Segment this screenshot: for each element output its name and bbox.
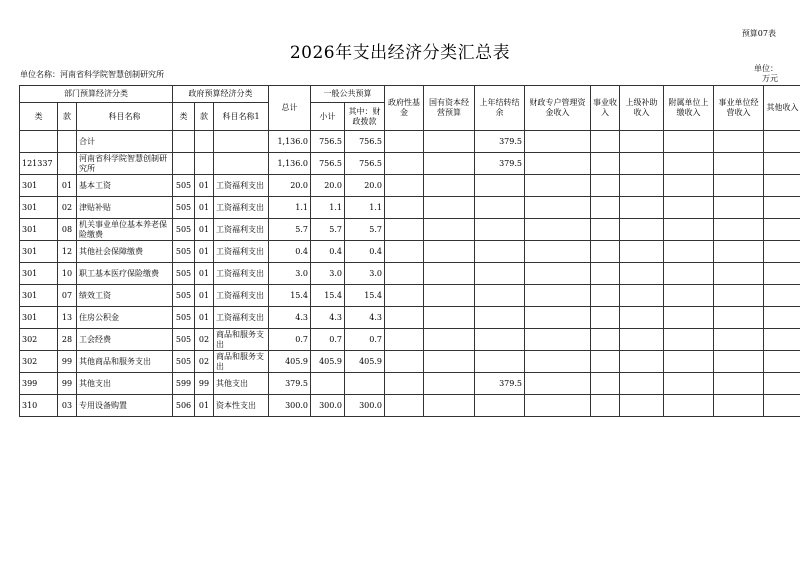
- dept-lei-cell: 302: [20, 351, 58, 373]
- gov-lei-cell: 505: [173, 241, 195, 263]
- dept-kuan-cell: 10: [58, 263, 77, 285]
- superior-subsidy-cell: [620, 219, 664, 241]
- state-capital-cell: [424, 285, 475, 307]
- business-income-cell: [591, 329, 620, 351]
- carryover-cell: 379.5: [475, 153, 525, 175]
- gov-kuan-cell: 01: [195, 395, 214, 417]
- special-fund-cell: [525, 373, 591, 395]
- gov-kuan-cell: 01: [195, 197, 214, 219]
- dept-name-cell: 基本工资: [77, 175, 173, 197]
- business-income-cell: [591, 307, 620, 329]
- gov-lei-cell: 599: [173, 373, 195, 395]
- gov-kuan-cell: 01: [195, 219, 214, 241]
- affiliated-income-cell: [664, 307, 714, 329]
- dept-lei-cell: 301: [20, 285, 58, 307]
- dept-lei-cell: 301: [20, 219, 58, 241]
- unit-value: 万元: [762, 74, 778, 83]
- superior-subsidy-cell: [620, 307, 664, 329]
- dept-kuan-cell: 08: [58, 219, 77, 241]
- total-cell: 379.5: [269, 373, 311, 395]
- table-row: [20, 153, 800, 175]
- dept-name-cell: 其他商品和服务支出: [77, 351, 173, 373]
- state-capital-cell: [424, 329, 475, 351]
- total-cell: 15.4: [269, 285, 311, 307]
- special-fund-cell: [525, 219, 591, 241]
- general-group-header: 一般公共预算: [311, 86, 385, 103]
- gov-kuan-cell: 01: [195, 241, 214, 263]
- superior-subsidy-cell: [620, 351, 664, 373]
- carryover-cell: [475, 219, 525, 241]
- business-income-cell: [591, 373, 620, 395]
- dept-kuan-cell: 12: [58, 241, 77, 263]
- total-cell: 4.3: [269, 307, 311, 329]
- dept-lei-cell: 301: [20, 263, 58, 285]
- affiliated-income-cell: [664, 197, 714, 219]
- superior-subsidy-cell: [620, 373, 664, 395]
- gov-lei-cell: 505: [173, 175, 195, 197]
- dept-kuan-cell: [58, 131, 77, 153]
- subtotal-cell: [311, 373, 345, 395]
- fiscal-alloc-cell: 756.5: [345, 131, 385, 153]
- state-capital-cell: [424, 153, 475, 175]
- dept-kuan-cell: 99: [58, 373, 77, 395]
- dept-lei-cell: 302: [20, 329, 58, 351]
- gov-fund-cell: [385, 175, 424, 197]
- affiliated-income-cell: [664, 373, 714, 395]
- dept-lei-cell: 301: [20, 307, 58, 329]
- affiliated-income-cell: [664, 241, 714, 263]
- unit-name: 单位名称：河南省科学院智慧创制研究所: [20, 70, 164, 79]
- operating-income-cell: [714, 131, 764, 153]
- dept-name-cell: 津贴补贴: [77, 197, 173, 219]
- table-row: [20, 219, 800, 241]
- dept-kuan-cell: 07: [58, 285, 77, 307]
- operating-income-cell: [714, 197, 764, 219]
- gov-fund-cell: [385, 351, 424, 373]
- subtotal-header: 小计: [311, 103, 345, 131]
- other-income-cell: [764, 263, 800, 285]
- affiliated-income-cell: [664, 153, 714, 175]
- other-income-cell: [764, 241, 800, 263]
- total-cell: 20.0: [269, 175, 311, 197]
- total-cell: 300.0: [269, 395, 311, 417]
- table-row: [20, 373, 800, 395]
- dept-name-cell: 住房公积金: [77, 307, 173, 329]
- fiscal-alloc-cell: 5.7: [345, 219, 385, 241]
- carryover-cell: [475, 175, 525, 197]
- superior-subsidy-cell: [620, 285, 664, 307]
- business-income-cell: [591, 219, 620, 241]
- fiscal-alloc-header: 其中：财政拨款: [345, 103, 385, 131]
- affiliated-income-cell: [664, 351, 714, 373]
- business-income-cell: [591, 241, 620, 263]
- total-cell: 5.7: [269, 219, 311, 241]
- form-code: 预算07表: [741, 29, 776, 38]
- operating-income-cell: [714, 219, 764, 241]
- gov-kuan-cell: [195, 131, 214, 153]
- gov-lei-cell: 506: [173, 395, 195, 417]
- operating-income-cell: [714, 153, 764, 175]
- superior-subsidy-header: 上级补助收入: [620, 86, 664, 131]
- dept-kuan-cell: [58, 153, 77, 175]
- total-cell: 3.0: [269, 263, 311, 285]
- special-fund-cell: [525, 307, 591, 329]
- operating-income-header: 事业单位经营收入: [714, 86, 764, 131]
- subtotal-cell: 0.4: [311, 241, 345, 263]
- dept-lei-cell: 301: [20, 197, 58, 219]
- other-income-cell: [764, 219, 800, 241]
- fiscal-alloc-cell: 405.9: [345, 351, 385, 373]
- gov-name-cell: 商品和服务支出: [214, 329, 269, 351]
- other-income-header: 其他收入: [764, 86, 800, 131]
- subtotal-cell: 15.4: [311, 285, 345, 307]
- subtotal-cell: 4.3: [311, 307, 345, 329]
- table-row: [20, 175, 800, 197]
- total-cell: 0.4: [269, 241, 311, 263]
- total-cell: 1,136.0: [269, 153, 311, 175]
- dept-name-cell: 机关事业单位基本养老保险缴费: [77, 219, 173, 241]
- special-fund-cell: [525, 153, 591, 175]
- carryover-cell: [475, 285, 525, 307]
- operating-income-cell: [714, 373, 764, 395]
- gov-kuan-cell: 99: [195, 373, 214, 395]
- dept-name-cell: 职工基本医疗保险缴费: [77, 263, 173, 285]
- dept-kuan-cell: 13: [58, 307, 77, 329]
- affiliated-income-cell: [664, 263, 714, 285]
- other-income-cell: [764, 373, 800, 395]
- other-income-cell: [764, 395, 800, 417]
- gov-lei-header: 类: [173, 103, 195, 131]
- superior-subsidy-cell: [620, 175, 664, 197]
- dept-name-cell: 专用设备购置: [77, 395, 173, 417]
- total-cell: 405.9: [269, 351, 311, 373]
- gov-name-cell: [214, 153, 269, 175]
- superior-subsidy-cell: [620, 329, 664, 351]
- gov-kuan-cell: [195, 153, 214, 175]
- dept-lei-header: 类: [20, 103, 58, 131]
- operating-income-cell: [714, 285, 764, 307]
- gov-lei-cell: 505: [173, 219, 195, 241]
- other-income-cell: [764, 197, 800, 219]
- gov-name-cell: 工资福利支出: [214, 197, 269, 219]
- gov-fund-cell: [385, 263, 424, 285]
- total-cell: 0.7: [269, 329, 311, 351]
- gov-fund-cell: [385, 241, 424, 263]
- special-fund-cell: [525, 351, 591, 373]
- gov-fund-cell: [385, 153, 424, 175]
- gov-fund-header: 政府性基金: [385, 86, 424, 131]
- superior-subsidy-cell: [620, 153, 664, 175]
- carryover-cell: [475, 241, 525, 263]
- other-income-cell: [764, 351, 800, 373]
- special-fund-cell: [525, 241, 591, 263]
- carryover-cell: [475, 197, 525, 219]
- fiscal-alloc-cell: 15.4: [345, 285, 385, 307]
- gov-name-cell: 工资福利支出: [214, 219, 269, 241]
- dept-kuan-cell: 28: [58, 329, 77, 351]
- carryover-cell: [475, 329, 525, 351]
- gov-lei-cell: 505: [173, 329, 195, 351]
- state-capital-cell: [424, 131, 475, 153]
- operating-income-cell: [714, 175, 764, 197]
- special-fund-cell: [525, 285, 591, 307]
- business-income-header: 事业收入: [591, 86, 620, 131]
- gov-lei-cell: 505: [173, 263, 195, 285]
- dept-kuan-cell: 99: [58, 351, 77, 373]
- gov-lei-cell: 505: [173, 351, 195, 373]
- affiliated-income-cell: [664, 329, 714, 351]
- state-capital-cell: [424, 263, 475, 285]
- other-income-cell: [764, 285, 800, 307]
- gov-name-cell: [214, 131, 269, 153]
- operating-income-cell: [714, 263, 764, 285]
- dept-name-cell: 河南省科学院智慧创制研究所: [77, 153, 173, 175]
- business-income-cell: [591, 197, 620, 219]
- dept-lei-cell: 399: [20, 373, 58, 395]
- superior-subsidy-cell: [620, 395, 664, 417]
- fiscal-alloc-cell: 300.0: [345, 395, 385, 417]
- state-capital-cell: [424, 175, 475, 197]
- operating-income-cell: [714, 329, 764, 351]
- other-income-cell: [764, 307, 800, 329]
- expenditure-table: [19, 85, 800, 417]
- gov-group-header: 政府预算经济分类: [173, 86, 269, 103]
- dept-kuan-cell: 02: [58, 197, 77, 219]
- fiscal-alloc-cell: 0.7: [345, 329, 385, 351]
- gov-fund-cell: [385, 131, 424, 153]
- subtotal-cell: 5.7: [311, 219, 345, 241]
- page-title: 2026年支出经济分类汇总表: [289, 43, 511, 63]
- carryover-cell: [475, 351, 525, 373]
- gov-name-cell: 商品和服务支出: [214, 351, 269, 373]
- special-fund-cell: [525, 263, 591, 285]
- total-cell: 1,136.0: [269, 131, 311, 153]
- special-fund-cell: [525, 329, 591, 351]
- special-fund-header: 财政专户管理资金收入: [525, 86, 591, 131]
- business-income-cell: [591, 351, 620, 373]
- other-income-cell: [764, 329, 800, 351]
- dept-name-cell: 其他支出: [77, 373, 173, 395]
- operating-income-cell: [714, 351, 764, 373]
- table-row: [20, 307, 800, 329]
- gov-name-cell: 工资福利支出: [214, 307, 269, 329]
- subtotal-cell: 3.0: [311, 263, 345, 285]
- business-income-cell: [591, 263, 620, 285]
- dept-lei-cell: 121337: [20, 153, 58, 175]
- subtotal-cell: 756.5: [311, 131, 345, 153]
- affiliated-income-cell: [664, 219, 714, 241]
- affiliated-income-cell: [664, 285, 714, 307]
- fiscal-alloc-cell: 3.0: [345, 263, 385, 285]
- dept-kuan-cell: 01: [58, 175, 77, 197]
- dept-lei-cell: 301: [20, 241, 58, 263]
- gov-kuan-cell: 01: [195, 263, 214, 285]
- table-body: [20, 131, 800, 417]
- carryover-cell: 379.5: [475, 131, 525, 153]
- gov-name-cell: 资本性支出: [214, 395, 269, 417]
- table-row: [20, 241, 800, 263]
- other-income-cell: [764, 131, 800, 153]
- gov-fund-cell: [385, 395, 424, 417]
- gov-fund-cell: [385, 329, 424, 351]
- dept-name-cell: 合计: [77, 131, 173, 153]
- unit-label-block: [754, 64, 778, 84]
- gov-name-header: 科目名称1: [214, 103, 269, 131]
- gov-kuan-header: 款: [195, 103, 214, 131]
- fiscal-alloc-cell: 756.5: [345, 153, 385, 175]
- table-row: [20, 131, 800, 153]
- gov-name-cell: 其他支出: [214, 373, 269, 395]
- state-capital-cell: [424, 373, 475, 395]
- affiliated-income-cell: [664, 395, 714, 417]
- special-fund-cell: [525, 197, 591, 219]
- business-income-cell: [591, 175, 620, 197]
- carryover-cell: [475, 307, 525, 329]
- superior-subsidy-cell: [620, 241, 664, 263]
- special-fund-cell: [525, 175, 591, 197]
- subtotal-cell: 756.5: [311, 153, 345, 175]
- gov-kuan-cell: 02: [195, 351, 214, 373]
- table-row: [20, 285, 800, 307]
- state-capital-cell: [424, 395, 475, 417]
- table-row: [20, 351, 800, 373]
- dept-lei-cell: 310: [20, 395, 58, 417]
- operating-income-cell: [714, 395, 764, 417]
- gov-name-cell: 工资福利支出: [214, 285, 269, 307]
- state-capital-cell: [424, 197, 475, 219]
- superior-subsidy-cell: [620, 131, 664, 153]
- state-capital-cell: [424, 241, 475, 263]
- dept-lei-cell: [20, 131, 58, 153]
- gov-fund-cell: [385, 219, 424, 241]
- affiliated-income-cell: [664, 131, 714, 153]
- operating-income-cell: [714, 241, 764, 263]
- affiliated-income-header: 附属单位上缴收入: [664, 86, 714, 131]
- state-capital-header: 国有资本经营预算: [424, 86, 475, 131]
- carryover-cell: 379.5: [475, 373, 525, 395]
- gov-fund-cell: [385, 307, 424, 329]
- fiscal-alloc-cell: 4.3: [345, 307, 385, 329]
- state-capital-cell: [424, 219, 475, 241]
- special-fund-cell: [525, 131, 591, 153]
- dept-name-cell: 工会经费: [77, 329, 173, 351]
- table-row: [20, 329, 800, 351]
- business-income-cell: [591, 131, 620, 153]
- dept-group-header: 部门预算经济分类: [20, 86, 173, 103]
- business-income-cell: [591, 395, 620, 417]
- carryover-cell: [475, 263, 525, 285]
- special-fund-cell: [525, 395, 591, 417]
- dept-kuan-header: 款: [58, 103, 77, 131]
- fiscal-alloc-cell: 0.4: [345, 241, 385, 263]
- gov-name-cell: 工资福利支出: [214, 263, 269, 285]
- superior-subsidy-cell: [620, 263, 664, 285]
- table-row: [20, 395, 800, 417]
- fiscal-alloc-cell: [345, 373, 385, 395]
- total-header: 总计: [269, 86, 311, 131]
- gov-kuan-cell: 01: [195, 307, 214, 329]
- gov-fund-cell: [385, 197, 424, 219]
- state-capital-cell: [424, 351, 475, 373]
- gov-lei-cell: 505: [173, 307, 195, 329]
- gov-fund-cell: [385, 373, 424, 395]
- fiscal-alloc-cell: 20.0: [345, 175, 385, 197]
- subtotal-cell: 405.9: [311, 351, 345, 373]
- gov-kuan-cell: 02: [195, 329, 214, 351]
- operating-income-cell: [714, 307, 764, 329]
- gov-lei-cell: 505: [173, 197, 195, 219]
- subtotal-cell: 20.0: [311, 175, 345, 197]
- carryover-cell: [475, 395, 525, 417]
- subtotal-cell: 0.7: [311, 329, 345, 351]
- dept-name-header: 科目名称: [77, 103, 173, 131]
- business-income-cell: [591, 153, 620, 175]
- affiliated-income-cell: [664, 175, 714, 197]
- gov-lei-cell: 505: [173, 285, 195, 307]
- gov-kuan-cell: 01: [195, 175, 214, 197]
- gov-name-cell: 工资福利支出: [214, 175, 269, 197]
- gov-kuan-cell: 01: [195, 285, 214, 307]
- carryover-header: 上年结转结余: [475, 86, 525, 131]
- gov-lei-cell: [173, 153, 195, 175]
- state-capital-cell: [424, 307, 475, 329]
- dept-kuan-cell: 03: [58, 395, 77, 417]
- superior-subsidy-cell: [620, 197, 664, 219]
- dept-name-cell: 其他社会保障缴费: [77, 241, 173, 263]
- dept-lei-cell: 301: [20, 175, 58, 197]
- business-income-cell: [591, 285, 620, 307]
- other-income-cell: [764, 175, 800, 197]
- subtotal-cell: 300.0: [311, 395, 345, 417]
- gov-fund-cell: [385, 285, 424, 307]
- unit-label: 单位：: [754, 64, 778, 73]
- dept-name-cell: 绩效工资: [77, 285, 173, 307]
- other-income-cell: [764, 153, 800, 175]
- table-row: [20, 263, 800, 285]
- gov-lei-cell: [173, 131, 195, 153]
- subtotal-cell: 1.1: [311, 197, 345, 219]
- gov-name-cell: 工资福利支出: [214, 241, 269, 263]
- table-row: [20, 197, 800, 219]
- total-cell: 1.1: [269, 197, 311, 219]
- fiscal-alloc-cell: 1.1: [345, 197, 385, 219]
